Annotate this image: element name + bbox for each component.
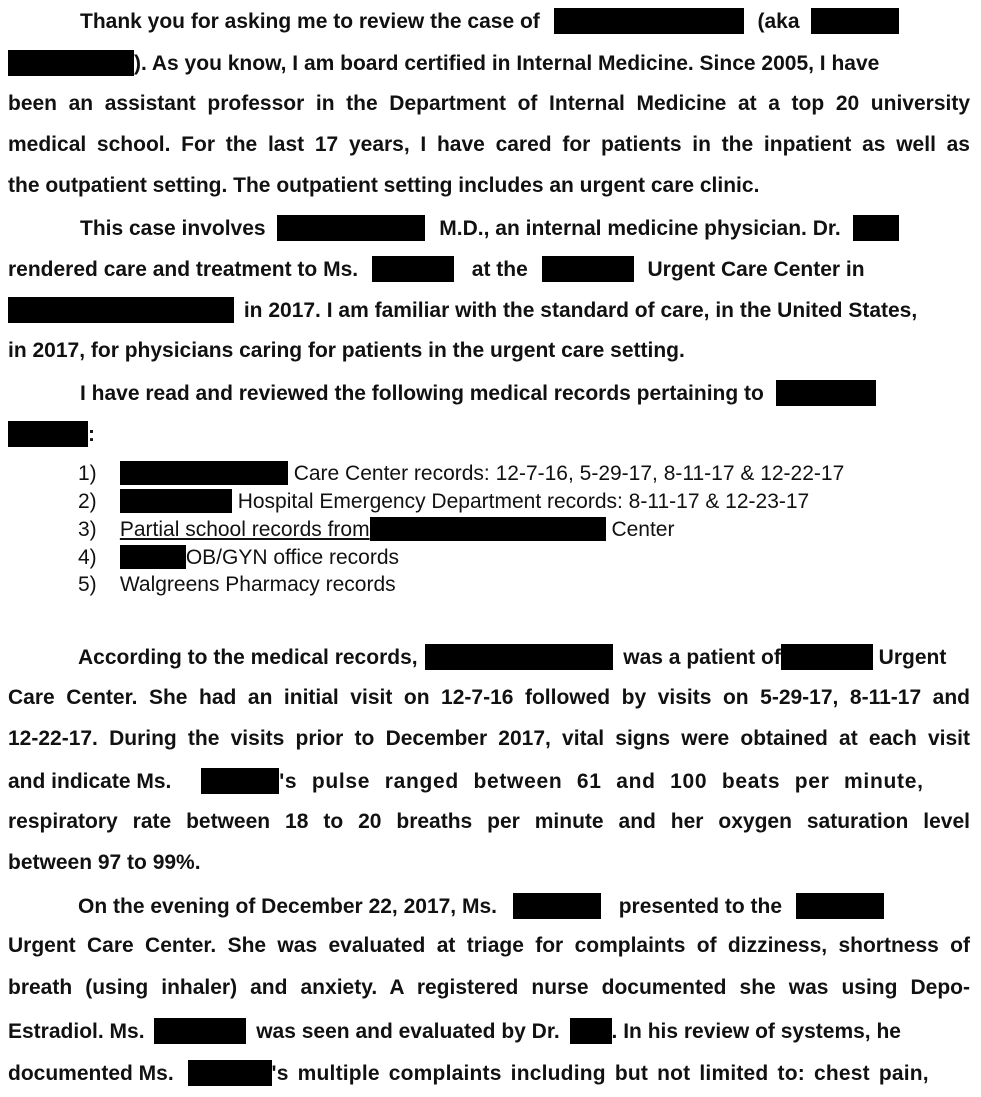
redaction — [277, 215, 425, 241]
text: rendered care and treatment to Ms. — [8, 258, 359, 281]
p1-line4: medical school. For the last 17 years, I have cared for patients in the inpatient as well as — [8, 133, 970, 156]
redaction — [370, 517, 606, 541]
redaction — [781, 644, 873, 670]
p4-line1 — [78, 644, 970, 670]
redaction — [8, 50, 134, 76]
redaction — [811, 8, 899, 34]
p5-line4 — [8, 1018, 970, 1044]
text: was seen and evaluated by Dr. — [256, 1020, 560, 1043]
p2-line2 — [8, 256, 970, 282]
list-item — [78, 489, 809, 514]
redaction — [513, 893, 601, 919]
list-number: 1) — [78, 462, 97, 485]
text: (aka — [757, 10, 800, 33]
text: at the — [471, 258, 528, 281]
p2-line4: in 2017, for physicians caring for patients in the urgent care setting. — [8, 339, 685, 362]
redaction — [853, 215, 899, 241]
redaction — [120, 461, 288, 485]
list-number: 2) — [78, 490, 97, 513]
text: Urgent — [878, 646, 947, 669]
text: 's pulse ranged between 61 and 100 beats per minute, — [279, 770, 924, 793]
list-text: Partial school records from — [119, 518, 370, 541]
list-number: 5) — [78, 573, 97, 596]
p2-line1 — [80, 215, 970, 241]
text: documented Ms. — [8, 1062, 174, 1085]
list-number: 4) — [78, 546, 97, 569]
text: : — [88, 423, 95, 446]
list-item — [78, 517, 674, 542]
text: in 2017. I am familiar with the standard of care, in the United States, — [243, 299, 918, 322]
redaction — [120, 545, 186, 569]
p4-line3: 12-22-17. During the visits prior to December 2017, vital signs were obtained at each visit — [8, 727, 970, 750]
list-text: Care Center records: 12-7-16, 5-29-17, 8-11-17 & 12-22-17 — [293, 462, 845, 485]
text: This case involves — [80, 217, 266, 240]
p5-line1 — [78, 893, 970, 919]
redaction — [425, 644, 613, 670]
text: I have read and reviewed the following medical records pertaining to — [80, 382, 764, 405]
text: was a patient of — [623, 646, 781, 669]
p1-line1 — [80, 8, 970, 34]
redaction — [8, 421, 88, 447]
redaction — [201, 768, 279, 794]
p2-line3 — [8, 297, 970, 323]
text: and indicate Ms. — [8, 770, 172, 793]
list-text: Center — [611, 518, 675, 541]
p5-line5 — [8, 1060, 970, 1086]
redaction — [542, 256, 634, 282]
text: M.D., an internal medicine physician. Dr. — [439, 217, 841, 240]
p4-line6: between 97 to 99%. — [8, 851, 201, 874]
p4-line2: Care Center. She had an initial visit on 12-7-16 followed by visits on 5-29-17, 8-11-17 and — [8, 686, 970, 709]
redaction — [120, 489, 232, 513]
redaction — [188, 1060, 272, 1086]
redaction — [372, 256, 454, 282]
p5-line2: Urgent Care Center. She was evaluated at triage for complaints of dizziness, shortness of — [8, 934, 970, 957]
text: On the evening of December 22, 2017, Ms. — [78, 895, 497, 918]
redaction — [570, 1018, 612, 1044]
list-item — [78, 461, 844, 486]
p3-line2 — [8, 421, 970, 447]
list-text: OB/GYN office records — [185, 546, 400, 569]
text: Urgent Care Center in — [647, 258, 865, 281]
list-number: 3) — [78, 518, 97, 541]
text: According to the medical records, — [78, 646, 418, 669]
p1-line3: been an assistant professor in the Department of Internal Medicine at a top 20 university — [8, 92, 970, 115]
redaction — [776, 380, 876, 406]
p1-line5: the outpatient setting. The outpatient setting includes an urgent care clinic. — [8, 174, 760, 197]
list-text: Walgreens Pharmacy records — [119, 573, 396, 596]
p5-line3: breath (using inhaler) and anxiety. A registered nurse documented she was using Depo- — [8, 976, 970, 999]
text: Estradiol. Ms. — [8, 1020, 145, 1043]
p3-line1 — [80, 380, 970, 406]
p4-line4 — [8, 768, 970, 794]
p4-line5: respiratory rate between 18 to 20 breaths per minute and her oxygen saturation level — [8, 810, 970, 833]
list-text: Hospital Emergency Department records: 8-11-17 & 12-23-17 — [237, 490, 810, 513]
list-item — [78, 573, 396, 597]
text: ). As you know, I am board certified in Internal Medicine. Since 2005, I have — [134, 52, 880, 75]
p1-line2 — [8, 50, 970, 76]
text: Thank you for asking me to review the case of — [80, 10, 540, 33]
redaction — [154, 1018, 246, 1044]
redaction — [8, 297, 234, 323]
text: presented to the — [618, 895, 783, 918]
text: . In his review of systems, he — [611, 1020, 901, 1043]
list-item — [78, 545, 399, 570]
redaction — [796, 893, 884, 919]
text: 's multiple complaints including but not limited to: chest pain, — [271, 1062, 929, 1085]
redaction — [554, 8, 744, 34]
